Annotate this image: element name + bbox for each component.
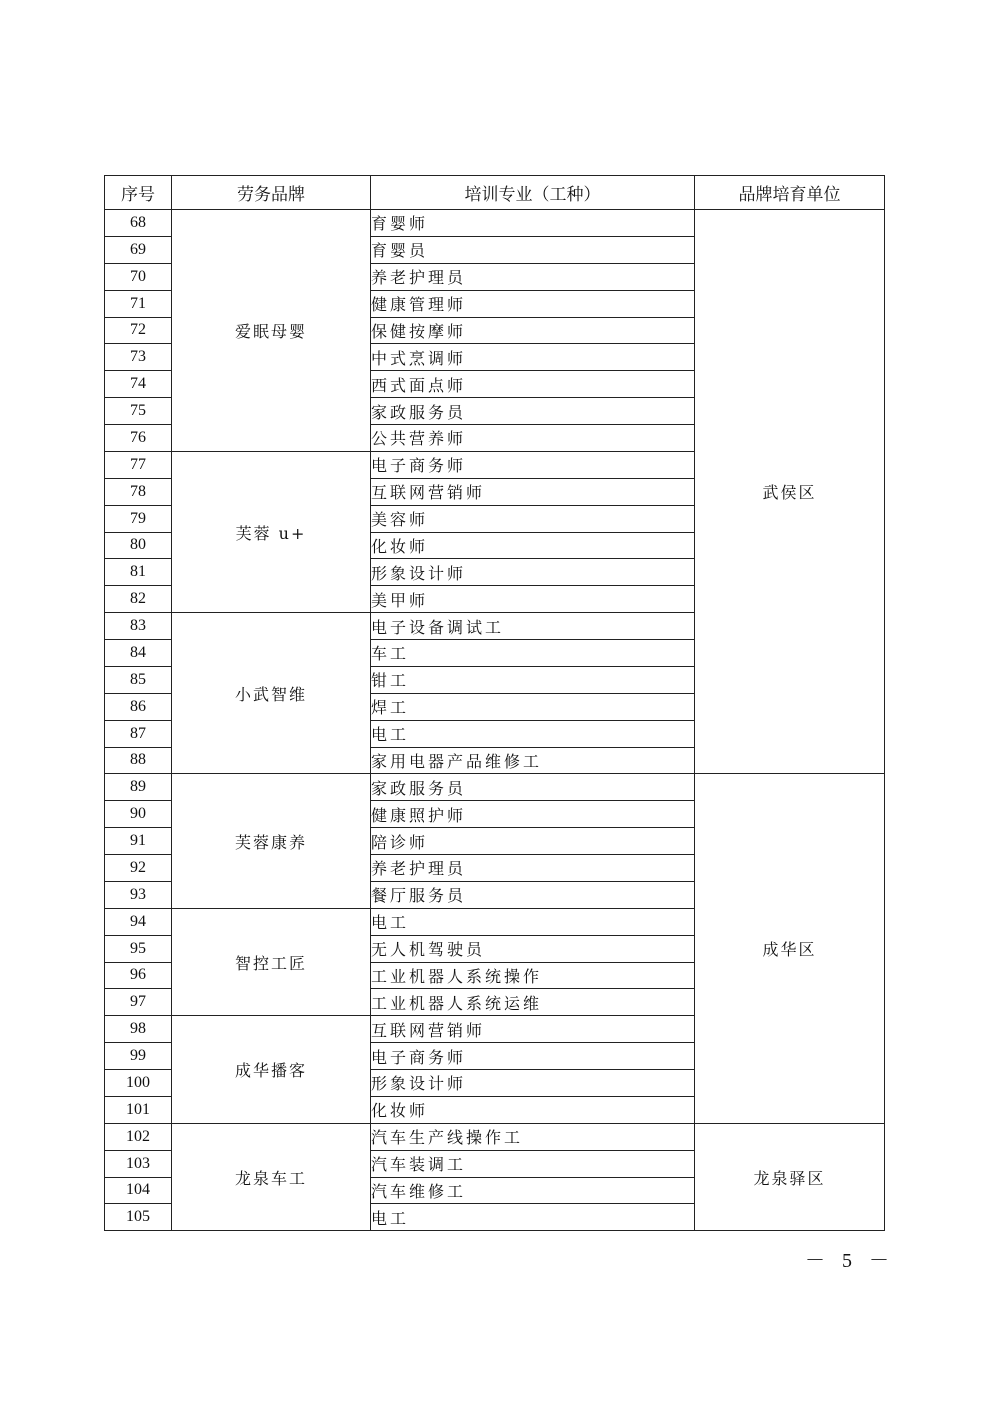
row-specialty: 汽车装调工 xyxy=(371,1150,695,1177)
brand-name: 小武智维 xyxy=(172,613,371,774)
row-seq: 77 xyxy=(105,451,172,478)
row-seq: 68 xyxy=(105,210,172,237)
brand-name: 芙蓉康养 xyxy=(172,774,371,908)
brand-name: 龙泉车工 xyxy=(172,1123,371,1231)
row-specialty: 健康管理师 xyxy=(371,290,695,317)
row-specialty: 公共营养师 xyxy=(371,425,695,452)
row-seq: 100 xyxy=(105,1070,172,1097)
row-specialty: 工业机器人系统运维 xyxy=(371,989,695,1016)
brand-name: 爱眠母婴 xyxy=(172,210,371,452)
row-seq: 84 xyxy=(105,640,172,667)
row-specialty: 电子商务师 xyxy=(371,451,695,478)
row-seq: 83 xyxy=(105,613,172,640)
row-seq: 79 xyxy=(105,505,172,532)
row-seq: 92 xyxy=(105,855,172,882)
row-seq: 86 xyxy=(105,693,172,720)
row-seq: 88 xyxy=(105,747,172,774)
row-seq: 102 xyxy=(105,1123,172,1150)
row-specialty: 无人机驾驶员 xyxy=(371,935,695,962)
row-seq: 101 xyxy=(105,1096,172,1123)
row-specialty: 焊工 xyxy=(371,693,695,720)
row-specialty: 家政服务员 xyxy=(371,398,695,425)
row-seq: 85 xyxy=(105,666,172,693)
row-specialty: 车工 xyxy=(371,640,695,667)
row-specialty: 西式面点师 xyxy=(371,371,695,398)
row-seq: 105 xyxy=(105,1204,172,1231)
row-specialty: 育婴员 xyxy=(371,236,695,263)
row-specialty: 养老护理员 xyxy=(371,855,695,882)
row-specialty: 家用电器产品维修工 xyxy=(371,747,695,774)
page-number: － 5 － xyxy=(805,1250,895,1272)
header-brand: 劳务品牌 xyxy=(172,176,371,210)
row-seq: 73 xyxy=(105,344,172,371)
table-row xyxy=(105,210,885,237)
row-seq: 78 xyxy=(105,478,172,505)
row-seq: 81 xyxy=(105,559,172,586)
row-specialty: 互联网营销师 xyxy=(371,478,695,505)
row-seq: 94 xyxy=(105,908,172,935)
row-seq: 99 xyxy=(105,1043,172,1070)
table-row xyxy=(105,1123,885,1150)
row-specialty: 餐厅服务员 xyxy=(371,881,695,908)
table-body xyxy=(105,210,885,1231)
row-seq: 82 xyxy=(105,586,172,613)
header-unit: 品牌培育单位 xyxy=(695,176,885,210)
row-specialty: 电工 xyxy=(371,1204,695,1231)
row-seq: 98 xyxy=(105,1016,172,1043)
row-seq: 71 xyxy=(105,290,172,317)
row-seq: 93 xyxy=(105,881,172,908)
row-seq: 90 xyxy=(105,801,172,828)
row-seq: 74 xyxy=(105,371,172,398)
row-seq: 97 xyxy=(105,989,172,1016)
row-seq: 91 xyxy=(105,828,172,855)
row-specialty: 电子设备调试工 xyxy=(371,613,695,640)
row-specialty: 形象设计师 xyxy=(371,559,695,586)
row-seq: 95 xyxy=(105,935,172,962)
row-specialty: 养老护理员 xyxy=(371,263,695,290)
row-seq: 72 xyxy=(105,317,172,344)
brand-name: 智控工匠 xyxy=(172,908,371,1016)
row-specialty: 美容师 xyxy=(371,505,695,532)
row-seq: 104 xyxy=(105,1177,172,1204)
row-specialty: 陪诊师 xyxy=(371,828,695,855)
row-seq: 87 xyxy=(105,720,172,747)
table-row xyxy=(105,774,885,801)
row-specialty: 工业机器人系统操作 xyxy=(371,962,695,989)
row-specialty: 保健按摩师 xyxy=(371,317,695,344)
unit-name: 武侯区 xyxy=(695,210,885,774)
row-specialty: 汽车生产线操作工 xyxy=(371,1123,695,1150)
row-seq: 70 xyxy=(105,263,172,290)
row-specialty: 美甲师 xyxy=(371,586,695,613)
row-specialty: 化妆师 xyxy=(371,532,695,559)
row-specialty: 互联网营销师 xyxy=(371,1016,695,1043)
row-specialty: 电工 xyxy=(371,908,695,935)
row-seq: 89 xyxy=(105,774,172,801)
brand-name: 成华播客 xyxy=(172,1016,371,1124)
row-seq: 80 xyxy=(105,532,172,559)
unit-name: 龙泉驿区 xyxy=(695,1123,885,1231)
brand-name: 芙蓉 u+ xyxy=(172,451,371,612)
brand-training-table xyxy=(104,175,885,1231)
row-specialty: 汽车维修工 xyxy=(371,1177,695,1204)
row-specialty: 中式烹调师 xyxy=(371,344,695,371)
row-specialty: 育婴师 xyxy=(371,210,695,237)
row-seq: 76 xyxy=(105,425,172,452)
table-header-row xyxy=(105,176,885,210)
row-seq: 103 xyxy=(105,1150,172,1177)
row-specialty: 化妆师 xyxy=(371,1096,695,1123)
row-specialty: 电工 xyxy=(371,720,695,747)
row-specialty: 电子商务师 xyxy=(371,1043,695,1070)
row-specialty: 钳工 xyxy=(371,666,695,693)
row-seq: 75 xyxy=(105,398,172,425)
row-specialty: 形象设计师 xyxy=(371,1070,695,1097)
header-seq: 序号 xyxy=(105,176,172,210)
row-specialty: 健康照护师 xyxy=(371,801,695,828)
row-specialty: 家政服务员 xyxy=(371,774,695,801)
row-seq: 96 xyxy=(105,962,172,989)
unit-name: 成华区 xyxy=(695,774,885,1123)
row-seq: 69 xyxy=(105,236,172,263)
header-specialty: 培训专业（工种） xyxy=(371,176,695,210)
